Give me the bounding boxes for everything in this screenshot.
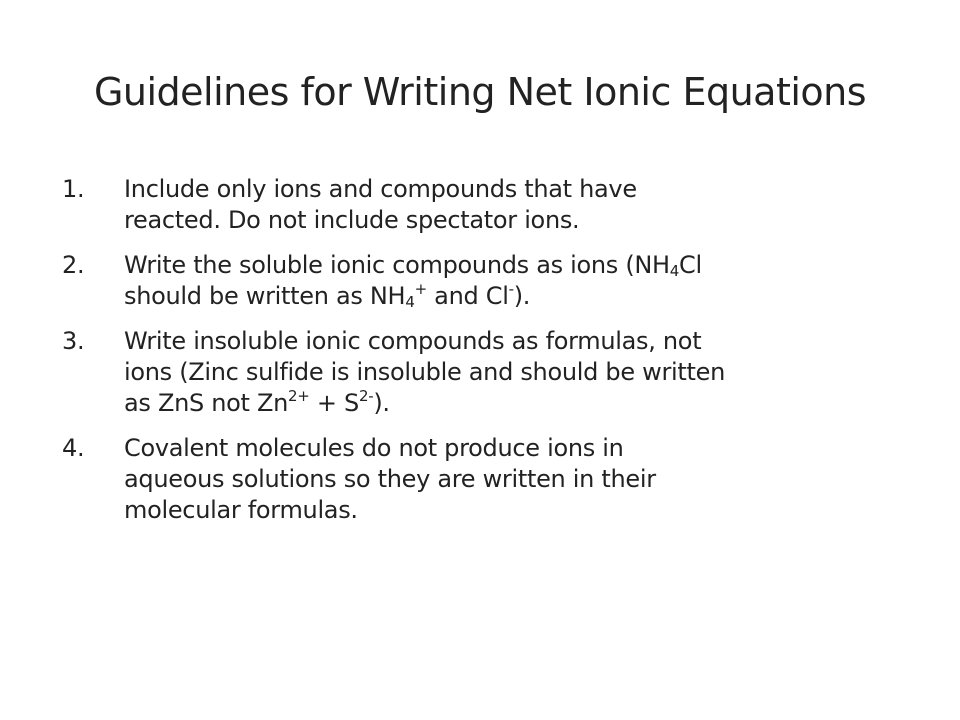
item-line: reacted. Do not include spectator ions. <box>124 206 580 234</box>
superscript: 2- <box>358 387 374 405</box>
item-line: molecular formulas. <box>124 496 358 524</box>
text-run: as ZnS not Zn <box>124 389 289 417</box>
item-line: aqueous solutions so they are written in their <box>124 465 656 493</box>
guideline-item-3 <box>62 326 912 419</box>
item-line: ions (Zinc sulfide is insoluble and should be written <box>124 358 725 386</box>
item-number: 3. <box>62 327 85 355</box>
item-text <box>124 326 912 419</box>
subscript: 4 <box>669 262 680 280</box>
text-run: Write the soluble ionic compounds as ions (NH <box>124 251 670 279</box>
item-line <box>124 250 912 281</box>
text-run: ). <box>373 389 390 417</box>
text-run: Cl <box>679 251 702 279</box>
item-number: 2. <box>62 251 85 279</box>
text-run: and Cl <box>426 282 509 310</box>
text-run: + S <box>309 389 359 417</box>
subscript: 4 <box>405 293 415 311</box>
item-line <box>124 281 912 312</box>
guidelines-list <box>62 174 912 540</box>
text-run: ). <box>513 282 531 310</box>
item-line: Covalent molecules do not produce ions in <box>124 434 624 462</box>
slide-title: Guidelines for Writing Net Ionic Equations <box>93 70 867 114</box>
guideline-item-4 <box>62 433 912 526</box>
superscript: - <box>508 280 514 298</box>
item-number: 4. <box>62 434 85 462</box>
item-text <box>124 174 912 236</box>
item-text <box>124 433 912 526</box>
superscript: + <box>414 280 427 298</box>
item-line: Write insoluble ionic compounds as formulas, not <box>124 327 702 355</box>
text-run: should be written as NH <box>124 282 406 310</box>
guideline-item-1 <box>62 174 912 236</box>
item-text <box>124 250 912 312</box>
item-line <box>124 388 912 419</box>
item-line: Include only ions and compounds that have <box>124 175 637 203</box>
guideline-item-2 <box>62 250 912 312</box>
item-number: 1. <box>62 175 85 203</box>
superscript: 2+ <box>288 387 310 405</box>
